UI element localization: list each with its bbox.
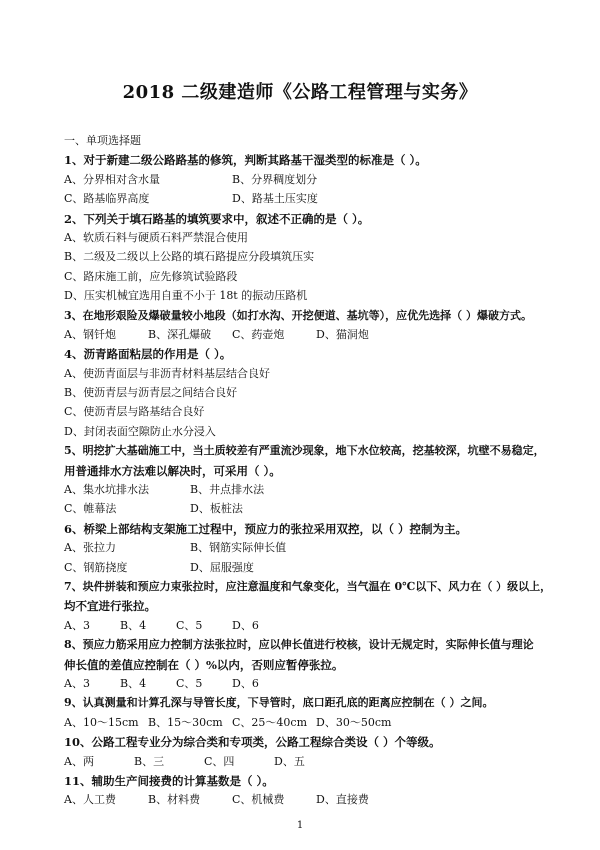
option-b: B、钢筋实际伸长值 — [190, 541, 287, 555]
question-9-stem: 9、认真测量和计算孔深与导管长度，下导管时，底口距孔底的距离应控制在（ ）之间。 — [64, 696, 494, 710]
question-4-option-c: C、使沥青层与路基结合良好 — [64, 405, 205, 419]
question-8-stem-line2: 伸长值的差值应控制在（ ）%以内，否则应暂停张拉。 — [64, 657, 344, 672]
option-a: A、3 — [64, 618, 90, 632]
page-title: 2018 二级建造师《公路工程管理与实务》 — [122, 82, 478, 103]
option-b: B、深孔爆破 — [148, 327, 212, 341]
question-4-option-d: D、封闭表面空隙防止水分浸入 — [64, 424, 216, 438]
option-b: B、三 — [134, 754, 165, 768]
option-c: C、路基临界高度 — [64, 192, 150, 206]
option-b: B、4 — [120, 676, 147, 690]
question-7-options — [64, 617, 564, 635]
question-4-option-a: A、使沥青面层与非沥青材料基层结合良好 — [64, 366, 270, 380]
question-8-stem-line1: 8、预应力筋采用应力控制方法张拉时，应以伸长值进行校核，设计无规定时，实际伸长值与理论 — [64, 638, 534, 652]
option-c: C、钢筋挠度 — [64, 560, 128, 574]
option-c: C、四 — [204, 754, 235, 768]
option-a: A、集水坑排水法 — [64, 483, 149, 497]
question-7-stem-line1: 7、块件拼装和预应力束张拉时，应注意温度和气象变化，当气温在 0℃以下、风力在（ ）级以上， — [64, 579, 552, 593]
question-4-stem: 4、沥青路面粘层的作用是（ ）。 — [64, 347, 232, 362]
option-b: B、材料费 — [148, 793, 201, 807]
question-5-options-row2 — [64, 500, 564, 518]
option-d: D、直接费 — [316, 793, 369, 807]
question-2-option-d: D、压实机械宜选用自重不小于 18t 的振动压路机 — [64, 289, 308, 303]
option-d: D、猫洞炮 — [316, 327, 369, 341]
question-1-options-row1 — [64, 171, 564, 189]
option-c: C、5 — [176, 676, 203, 690]
option-b: B、4 — [120, 618, 147, 632]
question-11-options — [64, 791, 564, 809]
question-1-stem: 1、对于新建二级公路路基的修筑，判断其路基干湿类型的标准是（ ）。 — [64, 153, 427, 168]
question-7-stem-line2: 均不宜进行张拉。 — [64, 599, 156, 614]
option-d: D、30～50cm — [316, 715, 392, 729]
option-d: D、屈服强度 — [190, 560, 254, 574]
section-heading: 一、单项选择题 — [64, 134, 141, 147]
option-a: A、钢钎炮 — [64, 327, 116, 341]
option-b: B、井点排水法 — [190, 483, 265, 497]
question-3-options — [64, 326, 564, 344]
option-b: B、15～30cm — [148, 715, 223, 729]
option-a: A、3 — [64, 676, 90, 690]
question-11-stem: 11、辅助生产间接费的计算基数是（ ）。 — [64, 773, 274, 788]
question-6-stem: 6、桥梁上部结构支架施工过程中，预应力的张拉采用双控，以（ ）控制为主。 — [64, 521, 468, 536]
option-d: D、五 — [274, 754, 305, 768]
question-5-options-row1 — [64, 481, 564, 499]
option-a: A、人工费 — [64, 793, 116, 807]
question-2-option-c: C、路床施工前，应先修筑试验路段 — [64, 269, 238, 283]
question-5-stem-line1: 5、明挖扩大基础施工中，当土质较差有严重流沙现象，地下水位较高，挖基较深，坑壁不易稳定， — [64, 444, 545, 458]
question-10-stem: 10、公路工程专业分为综合类和专项类，公路工程综合类设（ ）个等级。 — [64, 735, 441, 750]
question-4-option-b: B、使沥青层与沥青层之间结合良好 — [64, 386, 238, 400]
question-list — [64, 132, 564, 811]
question-10-options — [64, 753, 564, 771]
question-6-options-row2 — [64, 559, 564, 577]
option-c: C、25～40cm — [232, 715, 308, 729]
question-1-options-row2 — [64, 190, 564, 208]
option-d: D、6 — [232, 618, 259, 632]
option-c: C、药壶炮 — [232, 327, 285, 341]
option-c: C、5 — [176, 618, 203, 632]
option-c: C、帷幕法 — [64, 502, 117, 516]
option-a: A、两 — [64, 754, 94, 768]
question-2-stem: 2、下列关于填石路基的填筑要求中，叙述不正确的是（ ）。 — [64, 211, 370, 226]
page-number: 1 — [296, 820, 304, 831]
question-3-stem: 3、在地形艰险及爆破量较小地段（如打水沟、开挖便道、基坑等），应优先选择（ ）爆破方式。 — [64, 308, 532, 322]
question-6-options-row1 — [64, 539, 564, 557]
question-2-option-a: A、软质石料与硬质石料严禁混合使用 — [64, 230, 248, 244]
option-d: D、路基土压实度 — [232, 192, 318, 206]
question-5-stem-line2: 用普通排水方法难以解决时，可采用（ ）。 — [64, 463, 281, 478]
question-9-options — [64, 714, 564, 732]
question-2-option-b: B、二级及二级以上公路的填石路提应分段填筑压实 — [64, 250, 315, 264]
option-b: B、分界稠度划分 — [232, 172, 318, 186]
option-c: C、机械费 — [232, 793, 285, 807]
option-d: D、板桩法 — [190, 502, 243, 516]
option-a: A、张拉力 — [64, 541, 116, 555]
option-d: D、6 — [232, 676, 259, 690]
option-a: A、分界相对含水量 — [64, 172, 160, 186]
option-a: A、10～15cm — [64, 715, 139, 729]
question-8-options — [64, 675, 564, 693]
